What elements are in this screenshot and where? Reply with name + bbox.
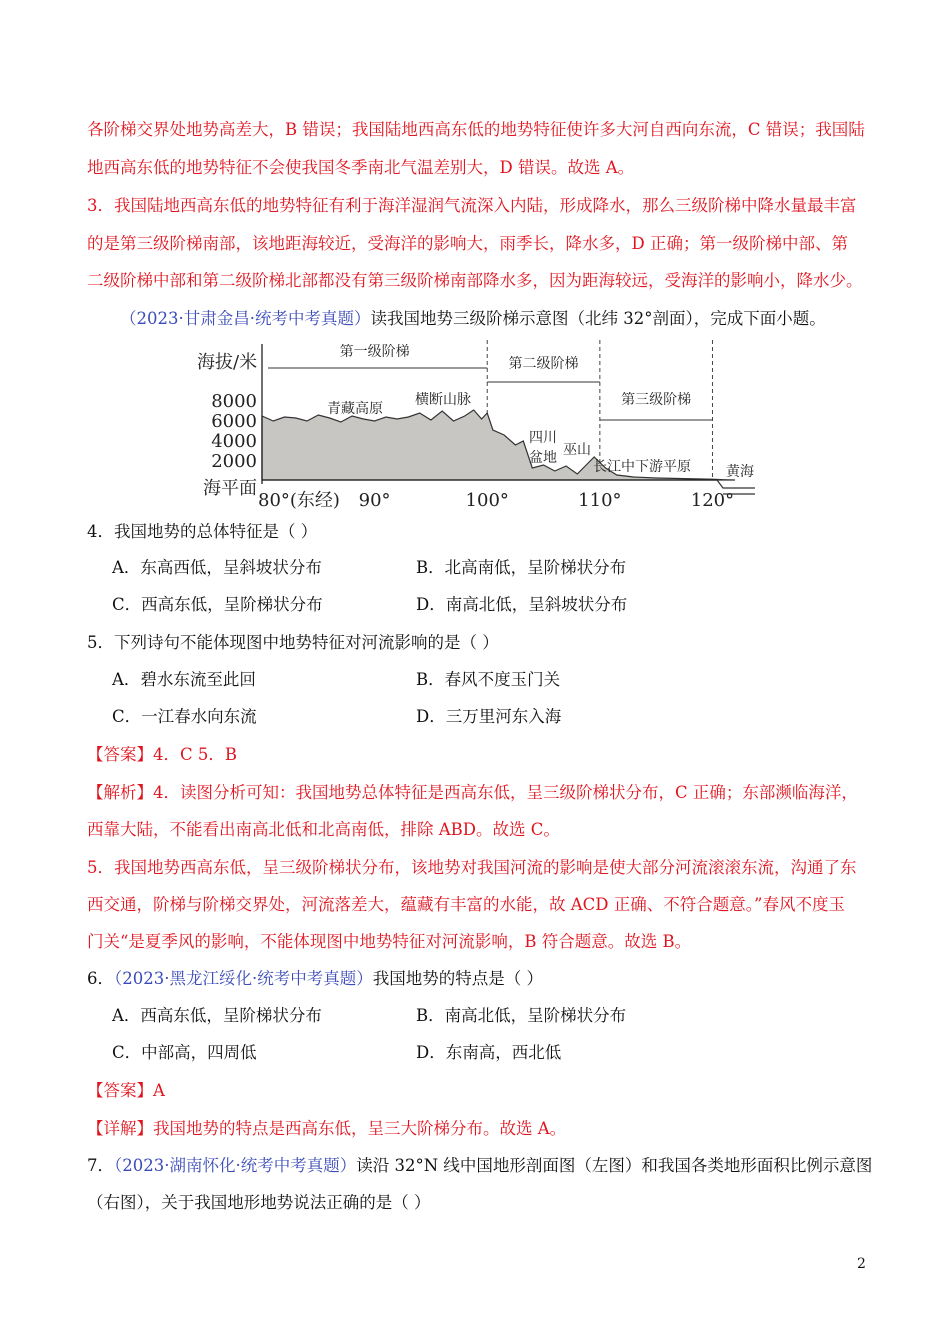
q4-option-d[interactable]: D．南高北低，呈斜坡状分布 [416,595,628,614]
q6-option-c[interactable]: C．中部高，四周低 [112,1043,257,1062]
q5-option-a[interactable]: A．碧水东流至此回 [112,670,256,689]
answer-6: 【答案】A [87,1081,165,1100]
y-tick-label: 6000 [211,411,257,432]
x-tick-label: 100° [465,490,509,510]
annotation-label: 青藏高原 [327,401,383,417]
annotation-label: 长江中下游平原 [593,459,691,475]
explanation-line: 二级阶梯中部和第二级阶梯北部都没有第三级阶梯南部降水多，因为距海较远，受海洋的影响小，降水少。 [87,271,863,290]
x-tick-label: 90° [358,490,391,510]
q5-option-c[interactable]: C．一江春水向东流 [112,707,257,726]
explanation-4-line: 西靠大陆，不能看出南高北低和北高南低，排除 ABD。故选 C。 [87,820,560,839]
terrain-profile-chart [195,338,760,510]
y-axis-label: 海拔/米 [197,352,258,373]
question-5-stem: 5．下列诗句不能体现图中地势特征对河流影响的是（ ） [87,633,499,652]
detail-6: 【详解】我国地势的特点是西高东低，呈三大阶梯分布。故选 A。 [87,1119,567,1138]
explanation-line: 的是第三级阶梯南部，该地距海较近，受海洋的影响大，雨季长，降水多，D 正确；第一级阶梯中部、第 [87,234,848,253]
question-number: 6． [87,969,114,988]
stage-label: 第一级阶梯 [339,344,410,360]
q6-option-b[interactable]: B．南高北低，呈阶梯状分布 [416,1006,627,1025]
q4-option-a[interactable]: A．东高西低，呈斜坡状分布 [112,558,322,577]
answer-4-5: 【答案】4．C 5．B [87,745,237,764]
explanation-line: 3．我国陆地西高东低的地势特征有利于海洋湿润气流深入内陆，形成降水，那么三级阶梯中降水量最丰富 [87,196,857,215]
stage-label: 第二级阶梯 [508,356,579,372]
intro-text: 读我国地势三级阶梯示意图（北纬 32°剖面），完成下面小题。 [370,309,826,328]
question-source: （2023·黑龙江绥化·统考中考真题） [114,969,373,988]
q4-option-b[interactable]: B．北高南低，呈阶梯状分布 [416,558,627,577]
x-tick-label: 120° [690,490,735,510]
annotation-label: 盆地 [529,450,557,466]
question-7-stem [87,1154,872,1178]
explanation-line: 各阶梯交界处地势高差大，B 错误；我国陆地西高东低的地势特征使许多大河自西向东流，C 错误；我国陆 [87,120,865,139]
q6-option-a[interactable]: A．西高东低，呈阶梯状分布 [112,1006,322,1025]
explanation-4-line: 【解析】4．读图分析可知：我国地势总体特征是西高东低，呈三级阶梯状分布，C 正确；东部濒临海洋， [87,783,858,802]
y-tick-label: 8000 [211,391,257,412]
q6-option-d[interactable]: D．东南高，西北低 [416,1043,562,1062]
y-tick-label: 2000 [211,451,257,472]
y-tick-label: 4000 [211,431,257,452]
q5-option-b[interactable]: B．春风不度玉门关 [416,670,561,689]
question-number: 7． [87,1156,114,1175]
q4-option-c[interactable]: C．西高东低，呈阶梯状分布 [112,595,323,614]
annotation-label: 黄海 [726,464,754,480]
q5-option-d[interactable]: D．三万里河东入海 [416,707,562,726]
explanation-5-line: 门关“是夏季风的影响，不能体现图中地势特征对河流影响，B 符合题意。故选 B。 [87,932,692,951]
x-tick-label: 110° [578,490,622,510]
annotation-label: 巫山 [563,442,591,458]
question-text: 我国地势的特点是（ ） [372,969,543,988]
page-number: 2 [857,1256,866,1272]
y-tick-label: 海平面 [203,478,257,499]
stage-label: 第三级阶梯 [621,392,692,408]
explanation-5-line: 5．我国地势西高东低，呈三级阶梯状分布，该地势对我国河流的影响是使大部分河流滚滚东流，沟通了东 [87,858,857,877]
question-source: （2023·湖南怀化·统考中考真题） [114,1156,357,1175]
question-source: （2023·甘肃金昌·统考中考真题） [120,309,371,328]
x-tick-label: 80°(东经) [258,490,340,510]
question-6-stem [87,967,543,991]
annotation-label: 横断山脉 [415,392,471,408]
explanation-5-line: 西交通，阶梯与阶梯交界处，河流落差大，蕴藏有丰富的水能，故 ACD 正确、不符合题意。”春风不度玉 [87,895,845,914]
question-4-stem: 4．我国地势的总体特征是（ ） [87,522,318,541]
annotation-label: 四川 [529,430,557,446]
explanation-line: 地西高东低的地势特征不会使我国冬季南北气温差别大，D 错误。故选 A。 [87,158,635,177]
question-text: 读沿 32°N 线中国地形剖面图（左图）和我国各类地形面积比例示意图 [356,1156,873,1175]
question-7-line: （右图），关于我国地形地势说法正确的是（ ） [87,1193,431,1212]
question-intro [120,307,826,331]
